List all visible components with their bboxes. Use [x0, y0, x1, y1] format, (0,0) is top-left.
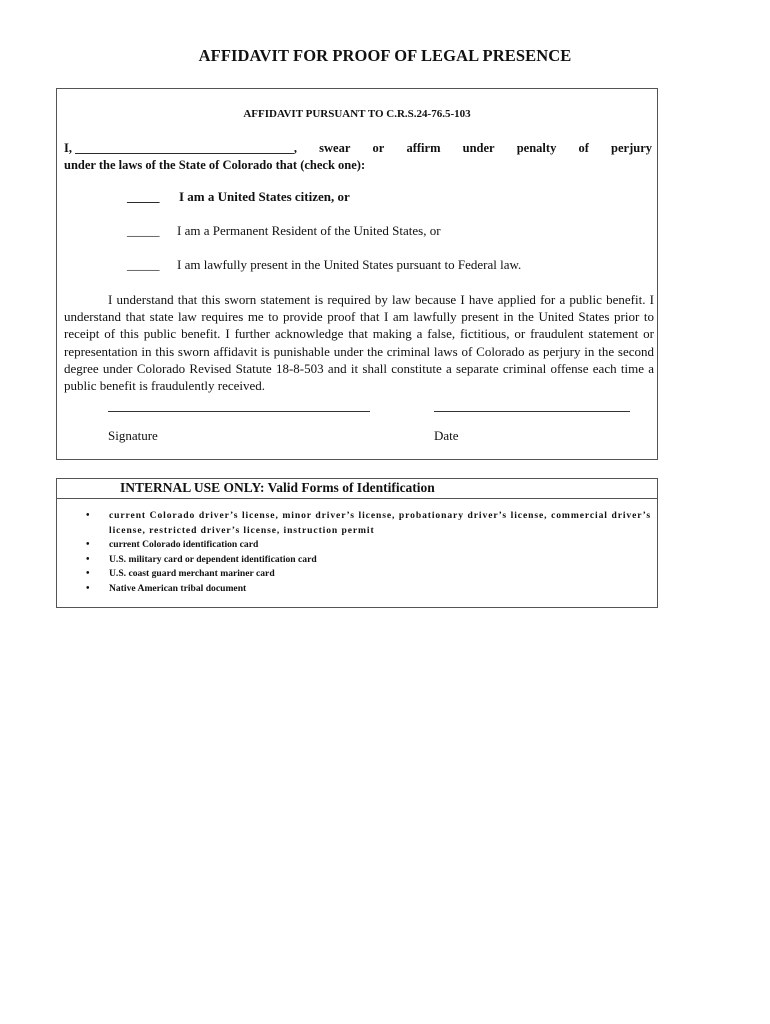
list-item	[57, 538, 657, 553]
sworn-statement-paragraph: I understand that this sworn statement is required by law because I have applied for a public benefit. I understand that state law requires me to provide proof that I am lawfully present in the United States prior to receipt of this public benefit. I further acknowledge that making a false, fictitious, or fraudulent statement or representation in this sworn affidavit is punishable under the criminal laws of Colorado as perjury in the second degree under Colorado Revised Statute 18-8-503 and it shall constitute a separate criminal offense each time a public benefit is fraudulently received.	[64, 292, 654, 394]
list-item	[57, 509, 657, 538]
divider	[57, 498, 657, 499]
list-item-text: current Colorado driver’s license, minor driver’s license, probationary driver’s license, commercial driver’s license, restricted driver’s license, instruction permit	[109, 510, 651, 536]
list-item	[57, 567, 657, 582]
affidavit-subtitle: AFFIDAVIT PURSUANT TO C.R.S.24-76.5-103	[243, 108, 471, 120]
oath-line-1	[64, 140, 652, 157]
oath-word: perjury	[611, 141, 652, 155]
list-item-text: U.S. military card or dependent identification card	[109, 553, 317, 565]
option-label: I am a United States citizen, or	[179, 189, 350, 204]
signature-line[interactable]	[108, 411, 370, 412]
date-label: Date	[434, 428, 459, 443]
oath-line-2: under the laws of the State of Colorado that (check one):	[64, 158, 366, 172]
list-item-text: current Colorado identification card	[109, 539, 259, 550]
oath-word: or	[372, 141, 385, 155]
option-label: I am a Permanent Resident of the United States, or	[177, 223, 441, 238]
list-item-text: Native American tribal document	[109, 582, 247, 594]
option-permanent-resident	[127, 223, 441, 239]
oath-word: affirm	[406, 141, 441, 155]
oath-word: of	[578, 141, 589, 155]
list-item	[57, 553, 657, 568]
signature-label: Signature	[108, 428, 158, 443]
bullet-icon: •	[86, 582, 90, 594]
bullet-icon: •	[86, 568, 90, 579]
list-item	[57, 582, 657, 597]
option-lawfully-present	[127, 257, 521, 273]
check-blank[interactable]: _____	[127, 257, 160, 272]
check-blank[interactable]: _____	[127, 189, 160, 204]
internal-use-title: INTERNAL USE ONLY: Valid Forms of Identification	[120, 480, 435, 495]
page-title: AFFIDAVIT FOR PROOF OF LEGAL PRESENCE	[198, 46, 572, 65]
option-label: I am lawfully present in the United States pursuant to Federal law.	[177, 257, 522, 272]
oath-word: under	[462, 141, 495, 155]
oath-statement	[64, 140, 652, 174]
affidavit-box	[56, 88, 658, 460]
list-item-text: U.S. coast guard merchant mariner card	[109, 568, 275, 579]
option-citizen	[127, 189, 350, 205]
oath-word: swear	[319, 141, 351, 155]
check-blank[interactable]: _____	[127, 223, 160, 238]
oath-word: penalty	[516, 141, 557, 155]
id-forms-list	[57, 509, 657, 596]
date-line[interactable]	[434, 411, 630, 412]
bullet-icon: •	[86, 553, 90, 565]
name-blank[interactable]: I, ___________________________________,	[64, 141, 297, 155]
bullet-icon: •	[86, 539, 90, 550]
internal-use-box	[56, 478, 658, 608]
bullet-icon: •	[86, 510, 90, 521]
